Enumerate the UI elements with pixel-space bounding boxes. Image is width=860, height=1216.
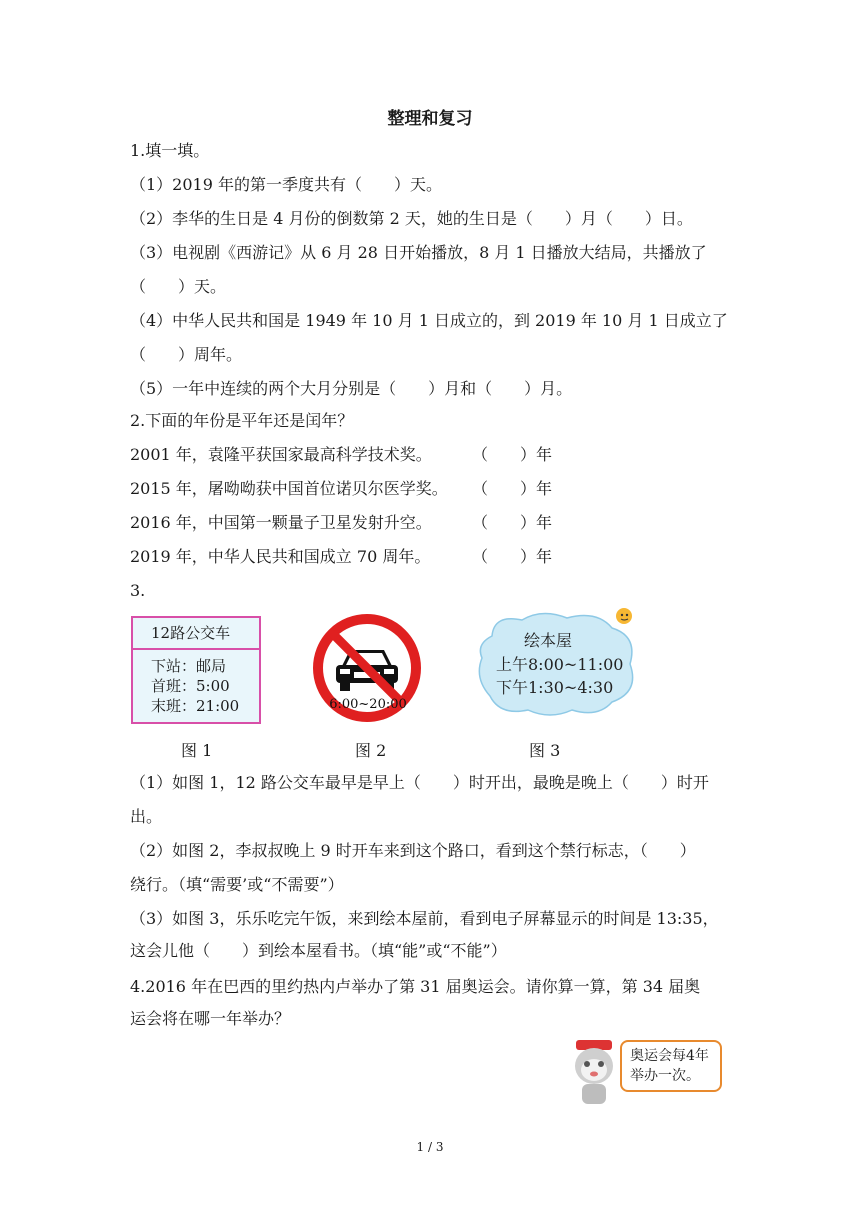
page-title: 整理和复习 xyxy=(387,109,473,129)
q1-heading: 1.填一填。 xyxy=(130,141,210,160)
figure-2-caption: 图 2 xyxy=(355,741,387,760)
book-house-morning: 上午8:00~11:00 xyxy=(496,655,624,674)
bus-last-time: 末班：21:00 xyxy=(151,697,240,715)
q2-row xyxy=(130,512,553,534)
speech-bubble: 奥运会每4年举办一次。 xyxy=(620,1040,722,1092)
q1-item-4-cont: （ ）周年。 xyxy=(130,345,243,364)
q3-item-3: （3）如图 3，乐乐吃完午饭，来到绘本屋前，看到电子屏幕显示的时间是 13:35， xyxy=(130,909,719,928)
q2-row-answer: （ ）年 xyxy=(472,445,553,464)
q2-row-text: 2016 年，中国第一颗量子卫星发射升空。 xyxy=(130,513,432,532)
q3-item-2-cont: 绕行。（填“需要’或“不需要”） xyxy=(130,875,344,894)
figure-1-caption: 图 1 xyxy=(181,741,213,760)
book-house-title: 绘本屋 xyxy=(524,631,573,650)
q1-item-1: （1）2019 年的第一季度共有（ ）天。 xyxy=(130,175,442,194)
q2-row-text: 2015 年，屠呦呦获中国首位诺贝尔医学奖。 xyxy=(130,479,448,498)
q2-row xyxy=(130,444,553,466)
page-number: 1 / 3 xyxy=(416,1140,444,1154)
q4-line-1: 4.2016 年在巴西的里约热内卢举办了第 31 届奥运会。请你算一算，第 34 届奥 xyxy=(130,977,701,996)
q2-heading: 2.下面的年份是平年还是闰年？ xyxy=(130,411,354,430)
figure-3-caption: 图 3 xyxy=(529,741,561,760)
bus-card-body xyxy=(133,650,259,716)
q1-item-2: （2）李华的生日是 4 月份的倒数第 2 天，她的生日是（ ）月（ ）日。 xyxy=(130,209,693,228)
q4-line-2: 运会将在哪一年举办？ xyxy=(130,1009,291,1028)
q3-item-3-cont: 这会儿他（ ）到绘本屋看书。（填“能”或“不能”） xyxy=(130,941,507,960)
q1-item-3: （3）电视剧《西游记》从 6 月 28 日开始播放，8 月 1 日播放大结局，共播放了 xyxy=(130,243,707,262)
q1-item-3-cont: （ ）天。 xyxy=(130,277,227,296)
cartoon-character-icon xyxy=(570,1036,618,1106)
q1-item-5: （5）一年中连续的两个大月分别是（ ）月和（ ）月。 xyxy=(130,379,573,398)
bus-card-title: 12路公交车 xyxy=(133,618,259,650)
figure-1-bus-card xyxy=(131,616,261,724)
q3-item-1: （1）如图 1，12 路公交车最早是早上（ ）时开出，最晚是晚上（ ）时开 xyxy=(130,773,709,792)
book-house-afternoon: 下午1:30~4:30 xyxy=(496,678,614,697)
q2-row-answer: （ ）年 xyxy=(472,479,553,498)
no-car-sign-icon xyxy=(302,612,432,724)
q2-row-answer: （ ）年 xyxy=(472,547,553,566)
bus-first-time: 首班：5:00 xyxy=(151,677,230,695)
q2-row xyxy=(130,546,553,568)
q2-row xyxy=(130,478,553,500)
figure-2-no-vehicle-sign xyxy=(302,612,432,724)
q2-row-answer: （ ）年 xyxy=(472,513,553,532)
figure-3-book-house-sign xyxy=(472,606,642,720)
sign-time-text: 6:00~20:00 xyxy=(329,697,407,712)
q2-row-text: 2001 年，袁隆平获国家最高科学技术奖。 xyxy=(130,445,432,464)
q3-item-1-cont: 出。 xyxy=(130,807,163,826)
q1-item-4: （4）中华人民共和国是 1949 年 10 月 1 日成立的，到 2019 年 10 月 1 日成立了 xyxy=(130,311,728,330)
q3-item-2: （2）如图 2，李叔叔晚上 9 时开车来到这个路口，看到这个禁行标志，（ ） xyxy=(130,841,696,860)
bus-next-stop: 下站：邮局 xyxy=(151,657,227,675)
q3-heading: 3. xyxy=(130,581,146,600)
q2-row-text: 2019 年，中华人民共和国成立 70 周年。 xyxy=(130,547,431,566)
